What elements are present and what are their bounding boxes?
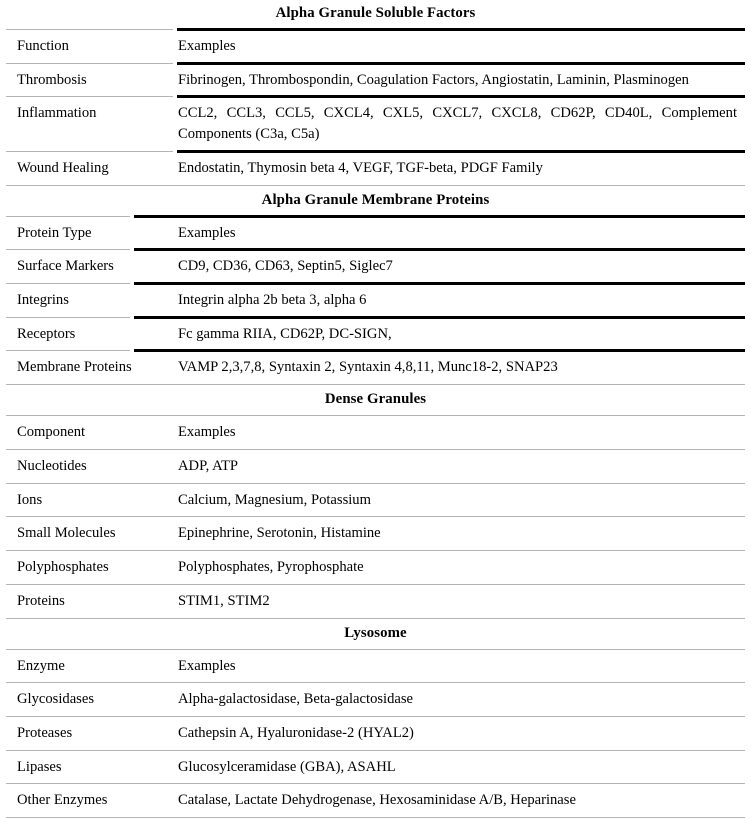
rule-segment-left [6, 283, 130, 284]
rule-segment-left [6, 483, 745, 484]
rule-below-section-title-4 [6, 648, 745, 651]
row-key: Polyphosphates [17, 559, 109, 576]
rule-plain [6, 515, 745, 518]
rule-segment-left [6, 63, 173, 64]
table-row [6, 485, 745, 516]
row-key: Receptors [17, 325, 76, 342]
table-row [6, 752, 745, 783]
rule-segment-left [6, 584, 745, 585]
row-key: Other Enzymes [17, 792, 108, 809]
rule-segment-left [6, 618, 745, 619]
rule-plain [6, 414, 745, 417]
rule-plain [6, 617, 745, 620]
table-row [6, 153, 745, 184]
section-title-dense-granules: Dense Granules [324, 391, 427, 408]
table-row [6, 451, 745, 482]
row-key: Integrins [17, 292, 69, 309]
rule-row [6, 749, 745, 752]
rule-segment-right [134, 349, 745, 352]
rule-row [6, 549, 745, 552]
granule-contents-table [6, 0, 745, 819]
table-row [6, 718, 745, 749]
column-header-value: Examples [178, 657, 236, 674]
table-row [6, 586, 745, 617]
rule-segment-right [177, 28, 745, 31]
row-key: Surface Markers [17, 258, 114, 275]
rule-row [6, 482, 745, 485]
rule-segment-left [6, 817, 745, 818]
rule-plain [6, 383, 745, 386]
rule-row [6, 349, 745, 352]
table-row [6, 251, 745, 282]
rule-row [6, 282, 745, 285]
rule-plain [6, 715, 745, 718]
rule-row [6, 383, 745, 386]
rule-segment-left [6, 550, 745, 551]
rule-plain [6, 782, 745, 785]
rule-row [6, 184, 745, 187]
column-header-value: Examples [178, 224, 236, 241]
row-key: Ions [17, 491, 43, 508]
row-value: VAMP 2,3,7,8, Syntaxin 2, Syntaxin 4,8,11, Munc18-2, SNAP23 [178, 359, 558, 376]
rule-plain [6, 549, 745, 552]
row-key: Small Molecules [17, 525, 116, 542]
rule-split [6, 62, 745, 65]
table-row [6, 518, 745, 549]
table-header-row-lysosome [6, 651, 745, 682]
table-row [6, 319, 745, 350]
rule-below-section-title-3 [6, 414, 745, 417]
row-value: Epinephrine, Serotonin, Histamine [178, 525, 381, 542]
section-title-alpha-membrane: Alpha Granule Membrane Proteins [261, 191, 490, 208]
column-header-value: Examples [178, 424, 236, 441]
rule-below-header-3 [6, 448, 745, 451]
rule-plain [6, 448, 745, 451]
rule-plain [6, 583, 745, 586]
table-row [6, 552, 745, 583]
rule-split [6, 215, 745, 218]
rule-below-section-title-2 [6, 215, 745, 218]
rule-plain [6, 681, 745, 684]
rule-below-header-1 [6, 62, 745, 65]
table-row [6, 65, 745, 96]
row-key: Thrombosis [17, 71, 87, 88]
rule-row [6, 95, 745, 98]
rule-segment-left [6, 96, 173, 97]
row-value: Fc gamma RIIA, CD62P, DC-SIGN, [178, 325, 392, 342]
row-key: Glycosidases [17, 691, 95, 708]
rule-below-header-2 [6, 248, 745, 251]
row-key: Proteins [17, 592, 65, 609]
row-value: Polyphosphates, Pyrophosphate [178, 559, 364, 576]
table-row [6, 352, 745, 383]
rule-segment-right [134, 282, 745, 285]
rule-plain [6, 648, 745, 651]
row-value: CCL2, CCL3, CCL5, CXCL4, CXL5, CXCL7, CXCL8, CD62P, CD40L, Complement Components (C3a, C5a) [178, 105, 737, 143]
rule-row [6, 617, 745, 620]
row-value: Fibrinogen, Thrombospondin, Coagulation Factors, Angiostatin, Laminin, Plasminogen [178, 71, 689, 88]
rule-segment-left [6, 415, 745, 416]
column-header-key: Function [17, 38, 69, 54]
rule-row [6, 150, 745, 153]
row-value: ADP, ATP [178, 457, 239, 474]
section-title-row-alpha-membrane [6, 187, 745, 215]
rule-split [6, 248, 745, 251]
rule-split [6, 316, 745, 319]
column-header-key: Enzyme [17, 657, 65, 674]
row-key: Membrane Proteins [17, 359, 132, 376]
table-header-row-dense-granules [6, 417, 745, 448]
rule-segment-left [6, 29, 173, 30]
table-row [6, 684, 745, 715]
rule-segment-left [6, 716, 745, 717]
rule-split [6, 282, 745, 285]
row-value: STIM1, STIM2 [178, 592, 270, 609]
table-row [6, 285, 745, 316]
row-value: Endostatin, Thymosin beta 4, VEGF, TGF-beta, PDGF Family [178, 159, 543, 176]
rule-segment-right [134, 215, 745, 218]
rule-row [6, 782, 745, 785]
rule-segment-left [6, 249, 130, 250]
rule-segment-left [6, 185, 745, 186]
rule-row [6, 583, 745, 586]
table-row [6, 98, 745, 149]
rule-row [6, 316, 745, 319]
column-header-value: Examples [178, 38, 236, 54]
table-header-row-alpha-membrane [6, 218, 745, 249]
rule-segment-right [134, 248, 745, 251]
rule-below-section-title-1 [6, 28, 745, 31]
section-title-row-dense-granules [6, 386, 745, 414]
row-value: CD9, CD36, CD63, Septin5, Siglec7 [178, 258, 393, 275]
row-key: Lipases [17, 758, 62, 775]
rule-segment-left [6, 682, 745, 683]
column-header-key: Protein Type [17, 224, 92, 241]
section-title-alpha-soluble: Alpha Granule Soluble Factors [275, 5, 476, 21]
section-title-lysosome: Lysosome [344, 624, 407, 641]
rule-plain [6, 749, 745, 752]
rule-split [6, 95, 745, 98]
rule-segment-left [6, 649, 745, 650]
rule-segment-left [6, 151, 173, 152]
rule-segment-left [6, 350, 130, 351]
rule-segment-right [177, 95, 745, 98]
row-value: Integrin alpha 2b beta 3, alpha 6 [178, 292, 367, 309]
rule-segment-left [6, 783, 745, 784]
rule-segment-left [6, 516, 745, 517]
rule-split [6, 28, 745, 31]
section-title-row-lysosome [6, 620, 745, 648]
rule-segment-right [177, 150, 745, 153]
section-title-row-alpha-soluble [6, 0, 745, 28]
rule-plain [6, 482, 745, 485]
rule-below-header-4 [6, 681, 745, 684]
row-key: Inflammation [17, 105, 97, 122]
rule-row [6, 515, 745, 518]
row-key: Proteases [17, 724, 73, 741]
rule-split [6, 349, 745, 352]
rule-plain [6, 184, 745, 187]
rule-split [6, 150, 745, 153]
rule-segment-left [6, 750, 745, 751]
row-value: Alpha-galactosidase, Beta-galactosidase [178, 691, 414, 708]
table-row [6, 785, 745, 816]
rule-segment-left [6, 317, 130, 318]
rule-segment-left [6, 449, 745, 450]
row-key: Nucleotides [17, 457, 87, 474]
rule-segment-right [177, 62, 745, 65]
rule-segment-right [134, 316, 745, 319]
row-value: Glucosylceramidase (GBA), ASAHL [178, 758, 396, 775]
row-value: Calcium, Magnesium, Potassium [178, 491, 371, 508]
rule-segment-left [6, 384, 745, 385]
rule-row [6, 715, 745, 718]
table-header-row-alpha-soluble [6, 31, 745, 62]
rule-segment-left [6, 216, 130, 217]
row-value: Catalase, Lactate Dehydrogenase, Hexosaminidase A/B, Heparinase [178, 792, 576, 809]
column-header-key: Component [17, 424, 86, 441]
row-key: Wound Healing [17, 159, 109, 176]
row-value: Cathepsin A, Hyaluronidase-2 (HYAL2) [178, 724, 414, 741]
